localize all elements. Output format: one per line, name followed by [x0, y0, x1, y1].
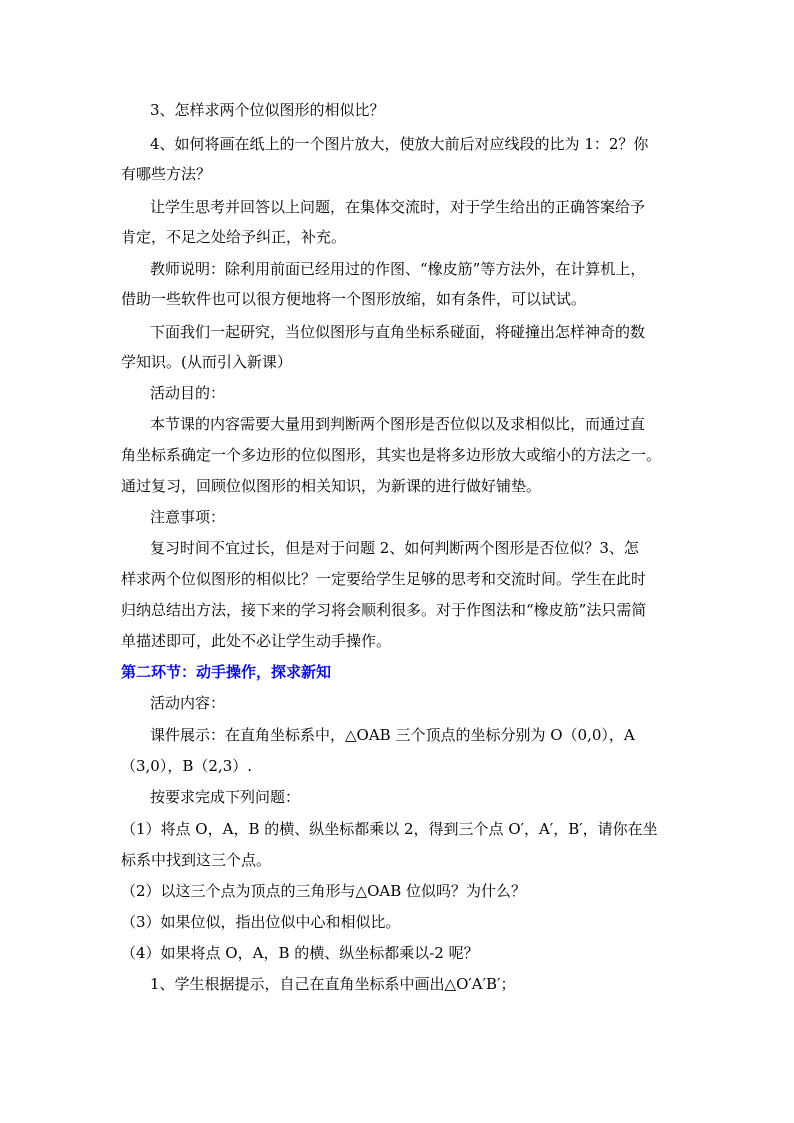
question-4-line-1: 4、如何将画在纸上的一个图片放大，使放大前后对应线段的比为 1：2？你	[150, 135, 649, 153]
question-3: 3、怎样求两个位似图形的相似比？	[150, 101, 385, 119]
teacher-note-1: 教师说明：除利用前面已经用过的作图、“橡皮筋”等方法外，在计算机上，	[150, 260, 646, 278]
intro-paragraph-1: 下面我们一起研究，当位似图形与直角坐标系碰面，将碰撞出怎样神奇的数	[150, 323, 646, 341]
task-1-line-1: （1）将点 O，A，B 的横、纵坐标都乘以 2，得到三个点 O′，A′，B′，请你在坐	[121, 820, 658, 838]
task-4: （4）如果将点 O，A，B 的横、纵坐标都乘以-2 呢？	[121, 944, 479, 962]
activity-content-label: 活动内容：	[150, 694, 226, 712]
task-3: （3）如果位似，指出位似中心和相似比。	[121, 913, 401, 931]
notes-text-3: 归纳总结出方法，接下来的学习将会顺利很多。对于作图法和“橡皮筋”法只需简	[121, 601, 647, 619]
intro-paragraph-2: 学知识。(从而引入新课）	[121, 353, 292, 371]
notes-text-4: 单描述即可，此处不必让学生动手操作。	[121, 632, 392, 650]
paragraph-discussion-1: 让学生思考并回答以上问题，在集体交流时，对于学生给出的正确答案给予	[150, 198, 646, 216]
task-2: （2）以这三个点为顶点的三角形与△OAB 位似吗？为什么？	[121, 882, 527, 900]
activity-purpose-text-1: 本节课的内容需要大量用到判断两个图形是否位似以及求相似比，而通过直	[150, 415, 646, 433]
paragraph-discussion-2: 肯定，不足之处给予纠正，补充。	[121, 228, 347, 246]
instructions-label: 按要求完成下列问题：	[150, 788, 301, 806]
activity-purpose-text-3: 通过复习，回顾位似图形的相关知识，为新课的进行做好铺垫。	[121, 477, 542, 495]
section-heading: 第二环节：动手操作，探求新知	[121, 663, 332, 681]
task-1-line-2: 标系中找到这三个点。	[121, 851, 272, 869]
notes-text-1: 复习时间不宜过长，但是对于问题 2、如何判断两个图形是否位似？3、怎	[150, 539, 639, 557]
notes-text-2: 样求两个位似图形的相似比？一定要给学生足够的思考和交流时间。学生在此时	[121, 570, 647, 588]
notes-label: 注意事项：	[150, 508, 226, 526]
question-4-line-2: 有哪些方法？	[121, 165, 212, 183]
courseware-text-2: （3,0），B（2,3）.	[121, 757, 253, 775]
teacher-note-2: 借助一些软件也可以很方便地将一个图形放缩，如有条件，可以试试。	[121, 290, 587, 308]
activity-purpose-label: 活动目的：	[150, 384, 226, 402]
activity-purpose-text-2: 角坐标系确定一个多边形的位似图形，其实也是将多边形放大或缩小的方法之一。	[121, 446, 662, 464]
student-step-1: 1、学生根据提示，自己在直角坐标系中画出△O′A′B′；	[150, 975, 516, 993]
courseware-text-1: 课件展示：在直角坐标系中，△OAB 三个顶点的坐标分别为 O（0,0），A	[150, 726, 635, 744]
